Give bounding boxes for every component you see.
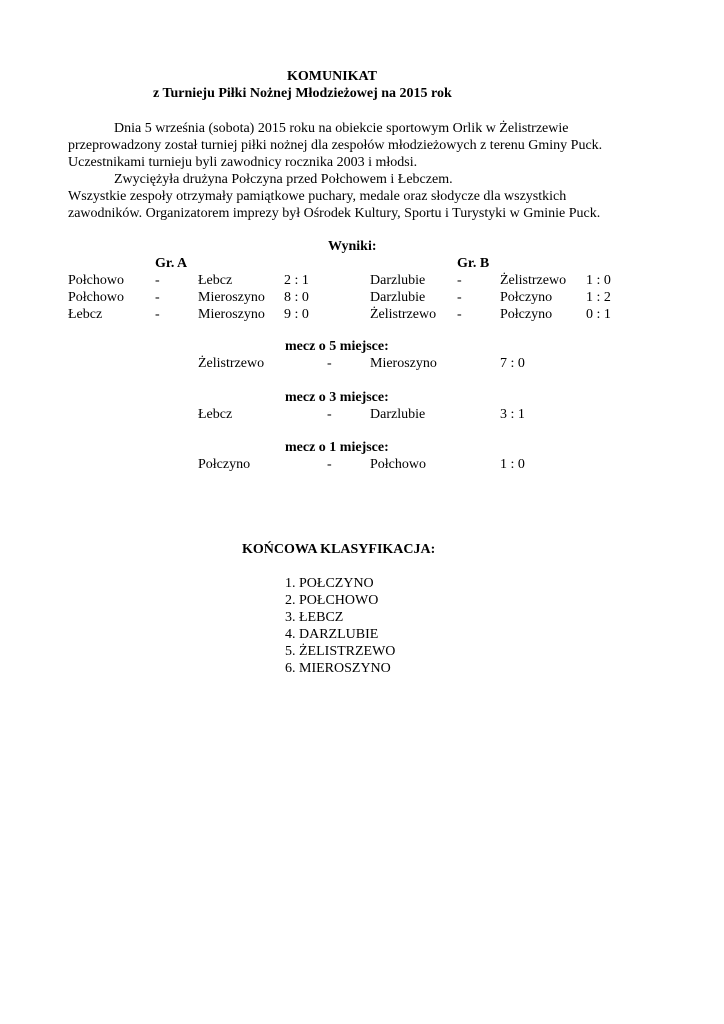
group-a-score: 8 : 0 [284, 290, 309, 305]
group-a-dash: - [155, 290, 160, 305]
group-a-home-team: Połchowo [68, 273, 124, 288]
group-a-home-team: Połchowo [68, 290, 124, 305]
group-a-dash: - [155, 273, 160, 288]
placement-home-team: Łebcz [198, 407, 233, 422]
group-a-away-team: Mieroszyno [198, 307, 265, 322]
placement-dash: - [327, 457, 332, 472]
group-a-away-team: Mieroszyno [198, 290, 265, 305]
group-b-away-team: Połczyno [500, 307, 553, 322]
placement-match-title: mecz o 1 miejsce: [285, 440, 389, 455]
placement-home-team: Żelistrzewo [198, 356, 265, 371]
ranking-item: 3. ŁEBCZ [285, 610, 344, 625]
group-b-home-team: Żelistrzewo [370, 307, 437, 322]
intro-line: przeprowadzony został turniej piłki nożnej dla zespołów młodzieżowych z terenu Gminy Puck. [68, 138, 603, 153]
ranking-item: 6. MIEROSZYNO [285, 661, 391, 676]
ranking-item: 1. POŁCZYNO [285, 576, 374, 591]
group-b-home-team: Darzlubie [370, 290, 426, 305]
document-title: KOMUNIKAT [287, 69, 377, 84]
final-classification-heading: KOŃCOWA KLASYFIKACJA: [242, 542, 436, 557]
group-a-away-team: Łebcz [198, 273, 233, 288]
placement-score: 7 : 0 [500, 356, 525, 371]
placement-match-title: mecz o 5 miejsce: [285, 339, 389, 354]
intro-line: Uczestnikami turnieju byli zawodnicy rocznika 2003 i młodsi. [68, 155, 418, 170]
group-b-dash: - [457, 290, 462, 305]
intro-line: Dnia 5 września (sobota) 2015 roku na obiekcie sportowym Orlik w Żelistrzewie [114, 121, 569, 136]
intro-line: Zwyciężyła drużyna Połczyna przed Połchowem i Łebczem. [114, 172, 453, 187]
group-b-away-team: Połczyno [500, 290, 553, 305]
group-b-score: 1 : 2 [586, 290, 611, 305]
placement-away-team: Darzlubie [370, 407, 426, 422]
ranking-item: 4. DARZLUBIE [285, 627, 379, 642]
group-a-score: 9 : 0 [284, 307, 309, 322]
group-b-home-team: Darzlubie [370, 273, 426, 288]
placement-home-team: Połczyno [198, 457, 251, 472]
group-b-dash: - [457, 273, 462, 288]
group-a-label: Gr. A [155, 256, 188, 271]
placement-away-team: Mieroszyno [370, 356, 437, 371]
group-b-score: 0 : 1 [586, 307, 611, 322]
placement-match-title: mecz o 3 miejsce: [285, 390, 389, 405]
placement-dash: - [327, 407, 332, 422]
ranking-item: 2. POŁCHOWO [285, 593, 379, 608]
placement-dash: - [327, 356, 332, 371]
ranking-item: 5. ŻELISTRZEWO [285, 644, 396, 659]
group-b-score: 1 : 0 [586, 273, 611, 288]
group-b-away-team: Żelistrzewo [500, 273, 567, 288]
group-b-label: Gr. B [457, 256, 490, 271]
placement-away-team: Połchowo [370, 457, 426, 472]
intro-line: Wszystkie zespoły otrzymały pamiątkowe puchary, medale oraz słodycze dla wszystkich [68, 189, 567, 204]
placement-score: 1 : 0 [500, 457, 525, 472]
results-heading: Wyniki: [328, 239, 377, 254]
group-a-home-team: Łebcz [68, 307, 103, 322]
document-subtitle: z Turnieju Piłki Nożnej Młodzieżowej na 2015 rok [153, 86, 452, 101]
intro-line: zawodników. Organizatorem imprezy był Ośrodek Kultury, Sportu i Turystyki w Gminie Puck. [68, 206, 601, 221]
group-a-score: 2 : 1 [284, 273, 309, 288]
group-b-dash: - [457, 307, 462, 322]
placement-score: 3 : 1 [500, 407, 525, 422]
group-a-dash: - [155, 307, 160, 322]
